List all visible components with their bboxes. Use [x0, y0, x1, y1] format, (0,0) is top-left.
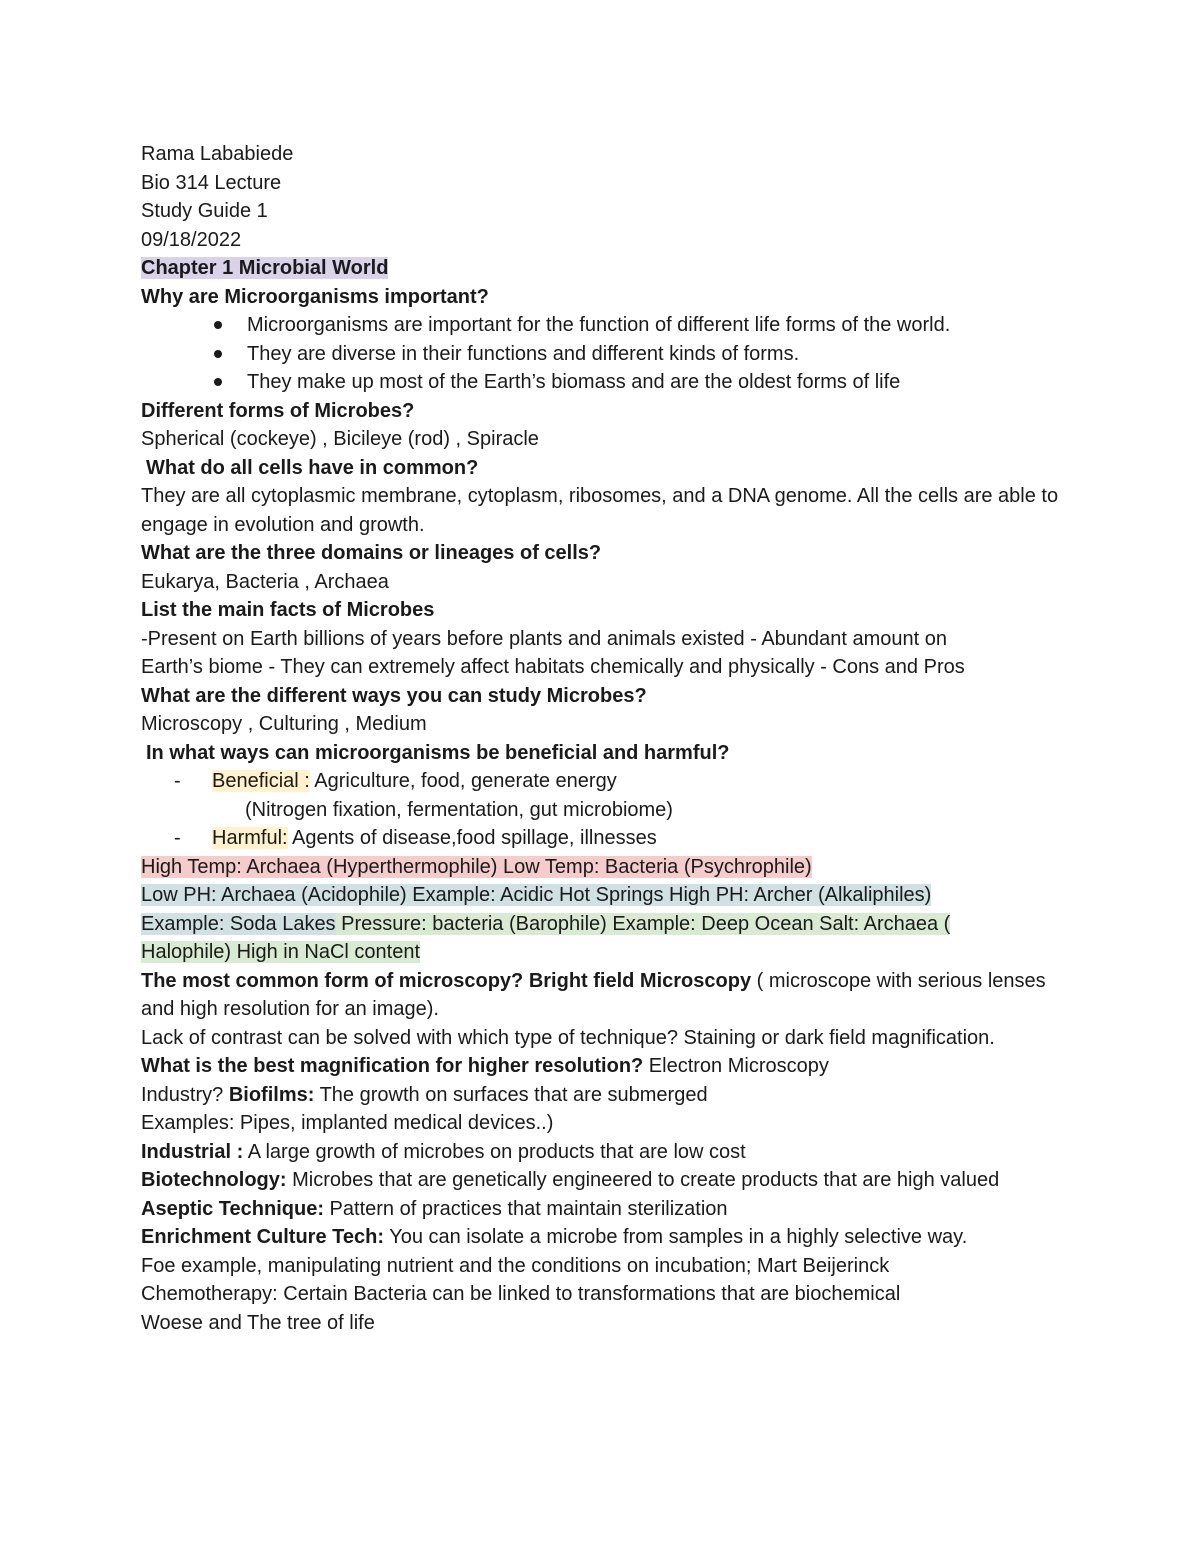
- enrichment-text: You can isolate a microbe from samples in a highly selective way.: [384, 1226, 968, 1248]
- industrial-line: [141, 1138, 1061, 1167]
- woese-line: Woese and The tree of life: [141, 1311, 375, 1334]
- biofilms-line: [141, 1081, 1061, 1110]
- list-item: They make up most of the Earth’s biomass and are the oldest forms of life: [214, 368, 1061, 397]
- question-beneficial-harmful: In what ways can microorganisms be beneficial and harmful?: [146, 741, 730, 764]
- magnification-question-bold: What is the best magnification for higher resolution?: [141, 1055, 644, 1077]
- pressure-text: Pressure: bacteria (Barophile) Example: Deep Ocean Salt: Archaea (: [335, 912, 951, 935]
- list-item: Microorganisms are important for the function of different life forms of the world.: [214, 311, 1061, 340]
- question-importance: Why are Microorganisms important?: [141, 285, 489, 308]
- ph-example-text: Example: Soda Lakes: [141, 912, 336, 935]
- dash-marker: -: [174, 827, 181, 849]
- aseptic-line: [141, 1195, 1061, 1224]
- chapter-heading-text: Chapter 1 Microbial World: [141, 257, 389, 279]
- bullet-icon: [214, 378, 222, 386]
- answer-forms: Spherical (cockeye) , Bicileye (rod) , Spiracle: [141, 428, 539, 450]
- list-item: [174, 824, 1061, 853]
- importance-bullet-list: [141, 311, 1061, 397]
- biofilms-label: Biofilms:: [228, 1083, 315, 1106]
- answer-study: Microscopy , Culturing , Medium: [141, 713, 427, 735]
- chemotherapy-line: Chemotherapy: Certain Bacteria can be linked to transformations that are biochemical: [141, 1283, 901, 1305]
- microscopy-question-bold: The most common form of microscopy? Bright field Microscopy: [141, 969, 752, 992]
- list-item: [174, 767, 1061, 796]
- question-common: What do all cells have in common?: [146, 456, 479, 479]
- document-date: 09/18/2022: [141, 228, 242, 251]
- biotechnology-label: Biotechnology:: [141, 1169, 287, 1191]
- author-name: Rama Lababiede: [141, 143, 294, 165]
- harmful-text: Agents of disease,food spillage, illnesses: [287, 827, 657, 849]
- temperature-text: High Temp: Archaea (Hyperthermophile) Low Temp: Bacteria (Psychrophile): [141, 855, 812, 878]
- pressure-line-1: [141, 910, 1061, 939]
- course-name: Bio 314 Lecture: [141, 171, 282, 194]
- industrial-label: Industrial :: [141, 1140, 244, 1163]
- ph-text: Low PH: Archaea (Acidophile) Example: Acidic Hot Springs High PH: Archer (Alkaliphiles): [141, 884, 932, 906]
- biofilms-examples: Examples: Pipes, implanted medical devices..): [141, 1112, 554, 1134]
- beneficial-label: Beneficial :: [212, 770, 310, 792]
- question-forms: Different forms of Microbes?: [141, 399, 415, 422]
- biotechnology-line: [141, 1166, 1061, 1195]
- biofilms-text: The growth on surfaces that are submerged: [314, 1083, 708, 1106]
- industrial-text: A large growth of microbes on products that are low cost: [243, 1140, 746, 1163]
- harmful-label: Harmful:: [212, 827, 288, 849]
- question-study: What are the different ways you can study Microbes?: [141, 684, 647, 707]
- beneficial-text: Agriculture, food, generate energy: [309, 770, 617, 792]
- microscopy-question-rest: ( microscope with serious lenses and high resolution for an image).: [141, 969, 1046, 1020]
- answer-domains: Eukarya, Bacteria , Archaea: [141, 570, 389, 593]
- ph-line: [141, 881, 1061, 910]
- biotechnology-text: Microbes that are genetically engineered to create products that are high valued: [286, 1169, 1000, 1191]
- magnification-answer: Electron Microscopy: [643, 1055, 829, 1077]
- question-facts: List the main facts of Microbes: [141, 599, 435, 621]
- aseptic-label: Aseptic Technique:: [141, 1197, 324, 1220]
- document-title: Study Guide 1: [141, 200, 268, 222]
- halophile-text: Halophile) High in NaCl content: [141, 941, 421, 963]
- aseptic-text: Pattern of practices that maintain sterilization: [324, 1197, 728, 1220]
- question-domains: What are the three domains or lineages of cells?: [141, 542, 602, 564]
- enrichment-line: [141, 1223, 1061, 1252]
- foe-example-line: Foe example, manipulating nutrient and the conditions on incubation; Mart Beijerinck: [141, 1254, 890, 1277]
- list-item: They are diverse in their functions and different kinds of forms.: [214, 340, 1061, 369]
- enrichment-label: Enrichment Culture Tech:: [141, 1226, 384, 1248]
- pressure-line-2: [141, 938, 1061, 967]
- bullet-icon: [214, 321, 222, 329]
- beneficial-harmful-list: [141, 767, 1061, 853]
- dash-marker: -: [174, 770, 181, 792]
- temperature-line: [141, 853, 1061, 882]
- contrast-paragraph: Lack of contrast can be solved with which type of technique? Staining or dark field magnification.: [141, 1026, 995, 1049]
- chapter-heading: [141, 254, 1061, 283]
- magnification-question: [141, 1052, 1061, 1081]
- beneficial-continuation: (Nitrogen fixation, fermentation, gut microbiome): [245, 798, 673, 821]
- answer-facts-line-2: Earth’s biome - They can extremely affect habitats chemically and physically - Cons and Pros: [141, 656, 965, 678]
- answer-facts-line-1: -Present on Earth billions of years before plants and animals existed - Abundant amount on: [141, 627, 948, 650]
- industry-prefix: Industry?: [141, 1083, 229, 1106]
- document-page: [141, 140, 1061, 1337]
- microscopy-question: [141, 967, 1061, 1024]
- answer-common: They are all cytoplasmic membrane, cytoplasm, ribosomes, and a DNA genome. All the cells are able to engage in evolution and growth.: [141, 485, 1059, 536]
- bullet-icon: [214, 350, 222, 358]
